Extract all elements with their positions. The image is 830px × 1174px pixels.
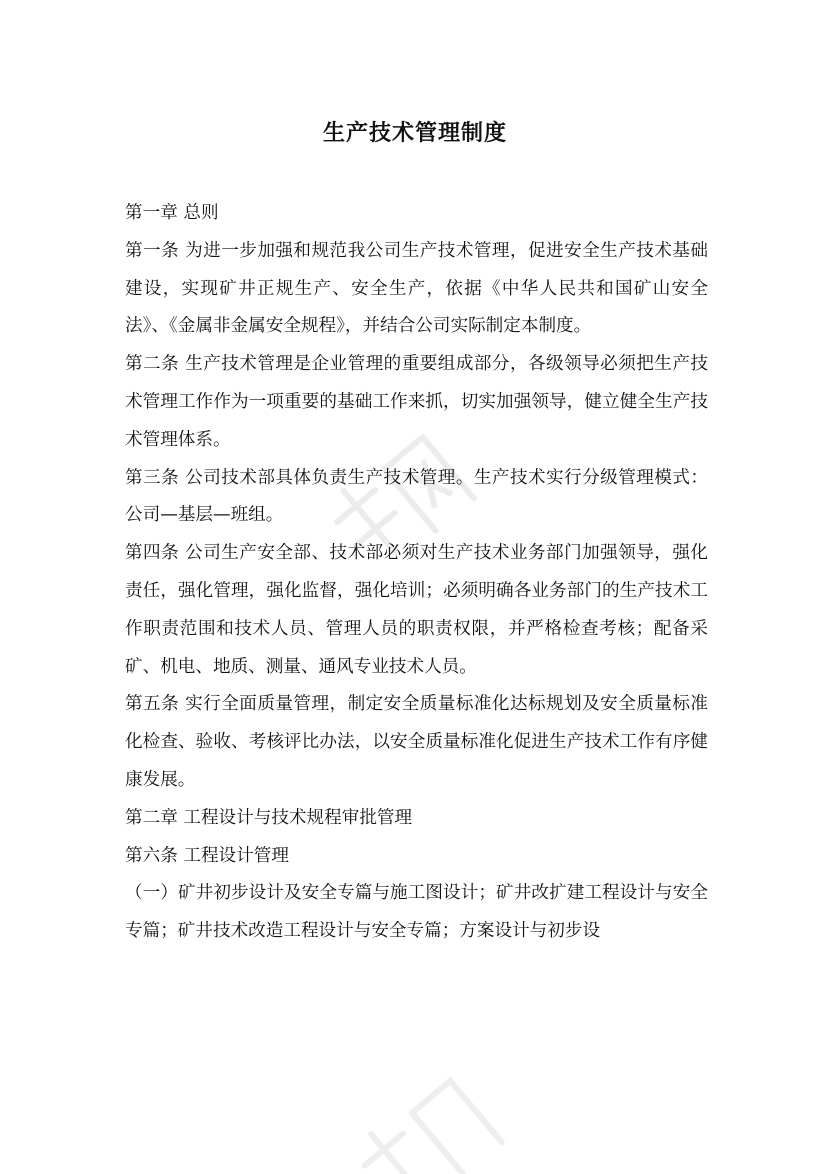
document-body: [125, 195, 708, 951]
watermark-graphic-bottom: [330, 1060, 530, 1174]
article-4: 第四条 公司生产安全部、技术部必须对生产技术业务部门加强领导，强化责任，强化管理，强化监督，强化培训；必须明确各业务部门的生产技术工作职责范围和技术人员、管理人员的职责权限，并严格检查考核；配备采矿、机电、地质、测量、通风专业技术人员。: [125, 543, 708, 677]
article-2: 第二条 生产技术管理是企业管理的重要组成部分，各级领导必须把生产技术管理工作作为一项重要的基础工作来抓，切实加强领导，健立健全生产技术管理体系。: [125, 354, 708, 450]
document-title: 生产技术管理制度: [322, 121, 507, 146]
article-1: 第一条 为进一步加强和规范我公司生产技术管理，促进安全生产技术基础建设，实现矿井正规生产、安全生产，依据《中华人民共和国矿山安全法》、《金属非金属安全规程》，并结合公司实际制定本制度。: [125, 240, 708, 337]
article-3: 第三条 公司技术部具体负责生产技术管理。生产技术实行分级管理模式：公司—基层—班组。: [125, 467, 708, 526]
chapter-heading-1: 第一章 总则: [125, 203, 219, 223]
article-6-item-1: （一）矿井初步设计及安全专篇与施工图设计；矿井改扩建工程设计与安全专篇；矿井技术改造工程设计与安全专篇；方案设计与初步设: [125, 883, 708, 942]
article-5: 第五条 实行全面质量管理，制定安全质量标准化达标规划及安全质量标准化检查、验收、考核评比办法，以安全质量标准化促进生产技术工作有序健康发展。: [125, 694, 708, 790]
chapter-heading-2: 第二章 工程设计与技术规程审批管理: [125, 807, 413, 828]
article-6: 第六条 工程设计管理: [125, 845, 289, 866]
